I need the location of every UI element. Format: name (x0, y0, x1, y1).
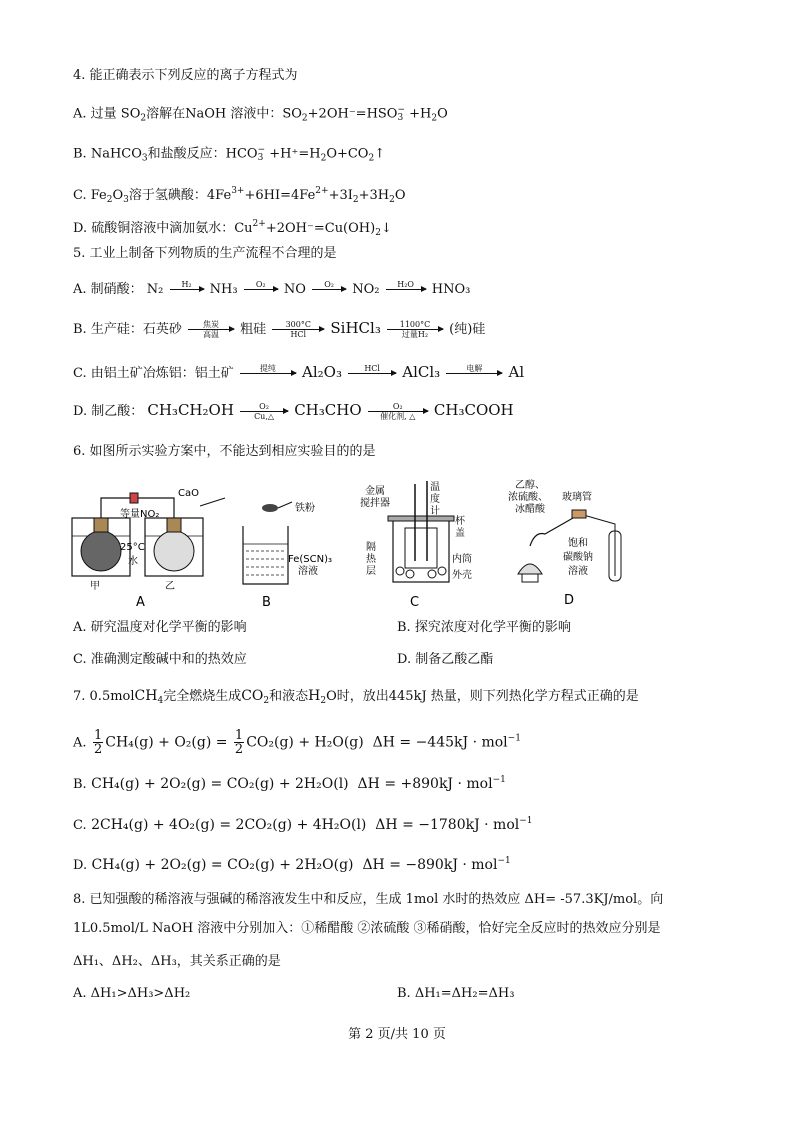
q4-a-end: O (437, 106, 448, 122)
fig-c-stir2: 搅拌器 (360, 498, 390, 509)
q5-a-chain-nh3: NH₃ (209, 282, 238, 297)
q5-option-b[interactable] (73, 320, 485, 339)
fig-c-stir1: 金属 (365, 486, 385, 497)
q7-a-label: A. (73, 735, 87, 751)
page-footer: 第 2 页/共 10 页 (348, 1027, 446, 1042)
q7-c-dh: ΔH = −1780kJ · mol (375, 817, 520, 833)
q5-b-arrow-1-bot: 高温 (202, 330, 219, 339)
q5-c-chain-alcl3: AlCl₃ (402, 363, 441, 381)
q5-b-arrow-2-top: 300°C (285, 320, 311, 329)
fig-d-tube: 玻璃管 (562, 492, 592, 503)
q4-c-eq3: +3H (358, 188, 390, 203)
q5-b-chain-sihcl3: SiHCl₃ (330, 319, 381, 337)
q4-c-eq: +6HI=4Fe (244, 188, 316, 203)
q4-option-a[interactable]: A. 过量 $SO_2$溶解在NaOH 溶液中：$SO_2+2OH^-=HSO$ − 3 $+H_2O$ (73, 105, 448, 124)
q4-b-mid: 和盐酸反应：HCO (147, 146, 258, 162)
q7-c-label: C. (73, 818, 87, 833)
fig-a-water: 水 (128, 556, 138, 567)
fig-d-s1: 饱和 (568, 538, 588, 549)
q5-a-label: A. 制硝酸： (73, 282, 143, 297)
q7-a-eq2: CO₂(g) + H₂O(g) (246, 734, 364, 751)
q8-line1: 8. 已知强酸的稀溶液与强碱的稀溶液发生中和反应，生成 1mol 水时的热效应 ΔH= -57.3KJ/mol。向 (73, 892, 664, 907)
fig-c-temp3: 计 (430, 506, 440, 517)
q5-b-arrow-1-top: 焦炭 (202, 320, 219, 329)
q5-a-chain-n2: N₂ (146, 282, 164, 297)
q7-stem-h2o: H (308, 688, 321, 704)
fig-c-caption: C (410, 595, 420, 610)
q5-b-arrow-2-bot: HCl (290, 330, 307, 339)
fig-d-r3: 冰醋酸 (515, 504, 545, 515)
q5-a-chain-hno3: HNO₃ (431, 282, 471, 297)
q8-line3: ΔH₁、ΔH₂、ΔH₃，其关系正确的是 (73, 954, 281, 969)
q4-stem: 4. 能正确表示下列反应的离子方程式为 (73, 68, 298, 83)
q5-c-chain-al2o3: Al₂O₃ (302, 363, 342, 381)
q7-stem-co2: CO (241, 688, 264, 704)
q7-option-a[interactable] (73, 729, 521, 756)
q7-a-dh: ΔH = −445kJ · mol (372, 734, 508, 751)
fig-c-outer: 外壳 (452, 570, 472, 581)
q4-c-eq2: +3I (328, 188, 353, 203)
fig-d-r1: 乙醇、 (515, 480, 545, 491)
q6-option-d[interactable]: D. 制备乙酸乙酯 (397, 652, 494, 667)
q7-option-c[interactable] (73, 813, 533, 834)
fig-b-powder: 铁粉 (295, 503, 315, 514)
q5-d-arrow-2-top: O₂ (392, 402, 403, 411)
q5-c-arrow-1: 提纯 (259, 364, 276, 373)
fig-c-temp2: 度 (430, 494, 440, 505)
q4-a-tail: +H (405, 106, 432, 122)
q5-d-chain-acetic-acid: CH₃COOH (433, 401, 514, 419)
q7-d-dh: ΔH = −890kJ · mol (362, 857, 498, 873)
q4-c-text: C. Fe (73, 188, 107, 203)
fig-d-r2: 浓硫酸、 (508, 492, 548, 503)
q8-option-a[interactable]: A. ΔH₁>ΔH₃>ΔH₂ (73, 986, 191, 1001)
q5-b-label: B. 生产硅：石英砂 (73, 322, 182, 337)
fig-c-inner: 内筒 (452, 554, 472, 565)
q4-c-end: O (394, 188, 406, 203)
q7-option-d[interactable] (73, 853, 511, 874)
q4-d-text: D. 硫酸铜溶液中滴加氨水：Cu (73, 221, 253, 236)
q7-a-exp: −1 (507, 733, 521, 744)
q7-stem-pre: 7. 0.5mol (73, 689, 135, 704)
q5-a-arrow-3: O₂ (324, 280, 334, 289)
q7-stem-mid: 完全燃烧生成 (163, 689, 242, 704)
q6-option-c[interactable]: C. 准确测定酸碱中和的热效应 (73, 652, 247, 667)
fig-c-lid2: 盖 (455, 528, 465, 539)
q7-stem-mid2: 和液态 (269, 689, 309, 704)
q7-stem-ch4: CH (134, 688, 158, 704)
fig-a-no2: 等量NO₂ (120, 509, 160, 520)
fig-d-s3: 溶液 (568, 566, 588, 577)
q5-option-d[interactable] (73, 402, 514, 421)
q8-option-b[interactable]: B. ΔH₁=ΔH₂=ΔH₃ (397, 986, 515, 1001)
q5-stem: 5. 工业上制备下列物质的生产流程不合理的是 (73, 246, 337, 261)
fig-b-sol1: Fe(SCN)₃ (288, 554, 332, 565)
q5-option-c[interactable] (73, 364, 524, 383)
q4-b-eq2: O+CO (326, 146, 369, 162)
figure-d (508, 478, 621, 608)
q7-stem: 7. 0.5molCH$_4$完全燃烧生成$CO_2$和液态$H_2O$时，放出445kJ 热量，则下列热化学方程式正确的是 (73, 688, 639, 706)
q4-d-eq: +2OH⁻=Cu(OH) (265, 221, 376, 236)
q4-option-d[interactable]: D. 硫酸铜溶液中滴加氨水：$Cu^{2+}+2OH^-=Cu(OH)_2↓$ (73, 219, 392, 238)
q5-d-chain-ethanol: CH₃CH₂OH (147, 401, 234, 419)
q7-d-label: D. (73, 858, 88, 873)
q5-d-label: D. 制乙酸： (73, 404, 144, 419)
fig-a-caption: A (136, 595, 145, 610)
q7-stem-end: O时，放出445kJ 热量，则下列热化学方程式正确的是 (326, 689, 639, 704)
figure-a (72, 488, 225, 610)
q5-c-chain-al: Al (508, 363, 525, 381)
q6-stem: 6. 如图所示实验方案中，不能达到相应实验目的的是 (73, 444, 376, 459)
q5-d-chain-acetaldehyde: CH₃CHO (294, 401, 362, 419)
fig-a-cao: CaO (178, 488, 199, 499)
q7-option-b[interactable] (73, 772, 506, 793)
q7-c-exp: −1 (519, 816, 533, 826)
q4-option-b[interactable]: B. NaHCO$_3$和盐酸反应：HCO − 3 $+H^+=H_2O+CO_2↑$ (73, 145, 386, 164)
q4-a-mid: 溶解在NaOH 溶液中：SO (146, 106, 302, 122)
fig-a-jia: 甲 (90, 581, 100, 592)
q5-c-arrow-2: HCl (364, 364, 380, 373)
q5-a-arrow-2: O₂ (255, 280, 266, 289)
figure-b (243, 501, 332, 610)
fig-d-caption: D (564, 593, 575, 608)
q7-d-eq: CH₄(g) + 2O₂(g) = CO₂(g) + 2H₂O(g) (91, 857, 354, 873)
q5-a-chain-no: NO (283, 282, 306, 297)
q5-d-arrow-1-bot: Cu,△ (254, 412, 275, 421)
fig-c-temp1: 温 (430, 482, 440, 493)
fig-c-ins2: 热 (366, 554, 376, 565)
q7-b-exp: −1 (492, 775, 506, 785)
fig-c-ins3: 层 (366, 566, 376, 577)
q4-d-end: ↓ (380, 221, 392, 236)
q7-d-exp: −1 (497, 856, 511, 866)
q5-option-a[interactable] (73, 280, 470, 299)
q4-a-eq: +2OH⁻=HSO (307, 106, 398, 122)
q4-b-eq: +H⁺=H (265, 146, 321, 162)
q5-d-arrow-2-bot: 催化剂, △ (380, 412, 416, 421)
fig-a-temp: 25°C (120, 542, 145, 553)
q7-b-label: B. (73, 777, 87, 792)
fig-a-yi: 乙 (165, 581, 175, 592)
q5-b-arrow-3-top: 1100°C (399, 320, 431, 329)
q5-b-chain-crude: 粗硅 (240, 322, 267, 337)
q5-b-arrow-3-bot: 过量H₂ (401, 330, 429, 339)
q6-option-b[interactable]: B. 探究浓度对化学平衡的影响 (397, 620, 571, 635)
fig-d-s2: 碳酸钠 (563, 552, 593, 563)
q7-a-frac1: $\frac{1}{2}$ (93, 728, 103, 757)
q7-a-eq: CH₄(g) + O₂(g) = (105, 734, 232, 751)
q5-a-arrow-1: H₂ (181, 280, 192, 289)
q4-b-text: B. NaHCO (73, 146, 142, 162)
q5-c-label: C. 由铝土矿冶炼铝：铝土矿 (73, 366, 234, 381)
fig-b-caption: B (262, 595, 271, 610)
figure-c (360, 481, 472, 610)
q5-d-arrow-1-top: O₂ (259, 402, 269, 411)
q4-c-mid: 溶于氢碘酸：4Fe (128, 188, 232, 203)
q5-a-arrow-4: H₂O (397, 280, 414, 289)
q5-b-chain-pure: (纯)硅 (449, 322, 486, 337)
fig-b-sol2: 溶液 (298, 566, 318, 577)
q6-figures (60, 476, 660, 611)
q7-b-dh: ΔH = +890kJ · mol (357, 776, 493, 792)
q7-a-frac2: $\frac{1}{2}$ (234, 728, 244, 757)
q7-c-eq: 2CH₄(g) + 4O₂(g) = 2CO₂(g) + 4H₂O(l) (91, 817, 367, 833)
q4-a-text: A. 过量 SO (73, 106, 141, 122)
q6-option-a[interactable]: A. 研究温度对化学平衡的影响 (73, 620, 247, 635)
fig-c-ins1: 隔 (366, 542, 376, 553)
q7-b-eq: CH₄(g) + 2O₂(g) = CO₂(g) + 2H₂O(l) (91, 776, 349, 792)
fig-c-lid1: 杯 (455, 516, 465, 527)
q5-c-arrow-3: 电解 (466, 364, 483, 373)
q5-a-chain-no2: NO₂ (352, 282, 380, 297)
q4-b-end: ↑ (374, 146, 386, 162)
q4-option-c[interactable]: C. $Fe_2O_3$溶于氢碘酸：$4Fe^{3+}+6HI=4Fe^{2+}+3I_2+3H_2O$ (73, 186, 406, 205)
q8-line2: 1L0.5mol/L NaOH 溶液中分别加入：①稀醋酸 ②浓硫酸 ③稀硝酸，恰好完全反应时的热效应分别是 (73, 921, 661, 936)
